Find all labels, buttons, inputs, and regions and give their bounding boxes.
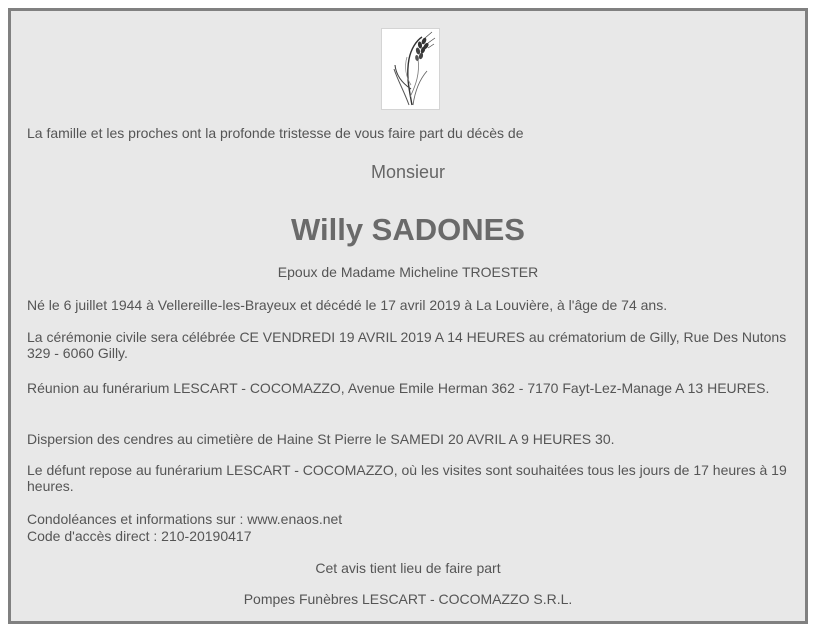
notice-note: Cet avis tient lieu de faire part (315, 560, 501, 576)
access-code-text: Code d'accès direct : 210-20190417 (27, 528, 252, 544)
ceremony-text: La cérémonie civile sera célébrée CE VENDREDI 19 AVRIL 2019 A 14 HEURES au crématorium de Gilly, Rue Des Nutons 329 - 6060 Gilly. (27, 329, 787, 361)
obituary-notice (8, 8, 808, 624)
reunion-text: Réunion au funérarium LESCART - COCOMAZZO, Avenue Emile Herman 362 - 7170 Fayt-Lez-Manage A 13 HEURES. (27, 380, 770, 396)
spouse-line: Epoux de Madame Micheline TROESTER (277, 264, 539, 280)
wheat-stalk-icon (381, 28, 440, 110)
deceased-name: Willy SADONES (291, 212, 525, 247)
civility: Monsieur (370, 162, 446, 182)
dispersion-text: Dispersion des cendres au cimetière de Haine St Pierre le SAMEDI 20 AVRIL A 9 HEURES 30. (27, 431, 615, 447)
intro-text: La famille et les proches ont la profonde tristesse de vous faire part du décès de (27, 125, 524, 141)
birth-death-text: Né le 6 juillet 1944 à Vellereille-les-Brayeux et décédé le 17 avril 2019 à La Louvière, à l'âge de 74 ans. (27, 297, 668, 313)
condolences-text: Condoléances et informations sur : www.enaos.net (27, 511, 343, 527)
rest-text: Le défunt repose au funérarium LESCART - COCOMAZZO, où les visites sont souhaitées tous les jours de 17 heures à 19 heures. (27, 462, 787, 494)
funeral-home: Pompes Funèbres LESCART - COCOMAZZO S.R.L. (243, 591, 573, 607)
